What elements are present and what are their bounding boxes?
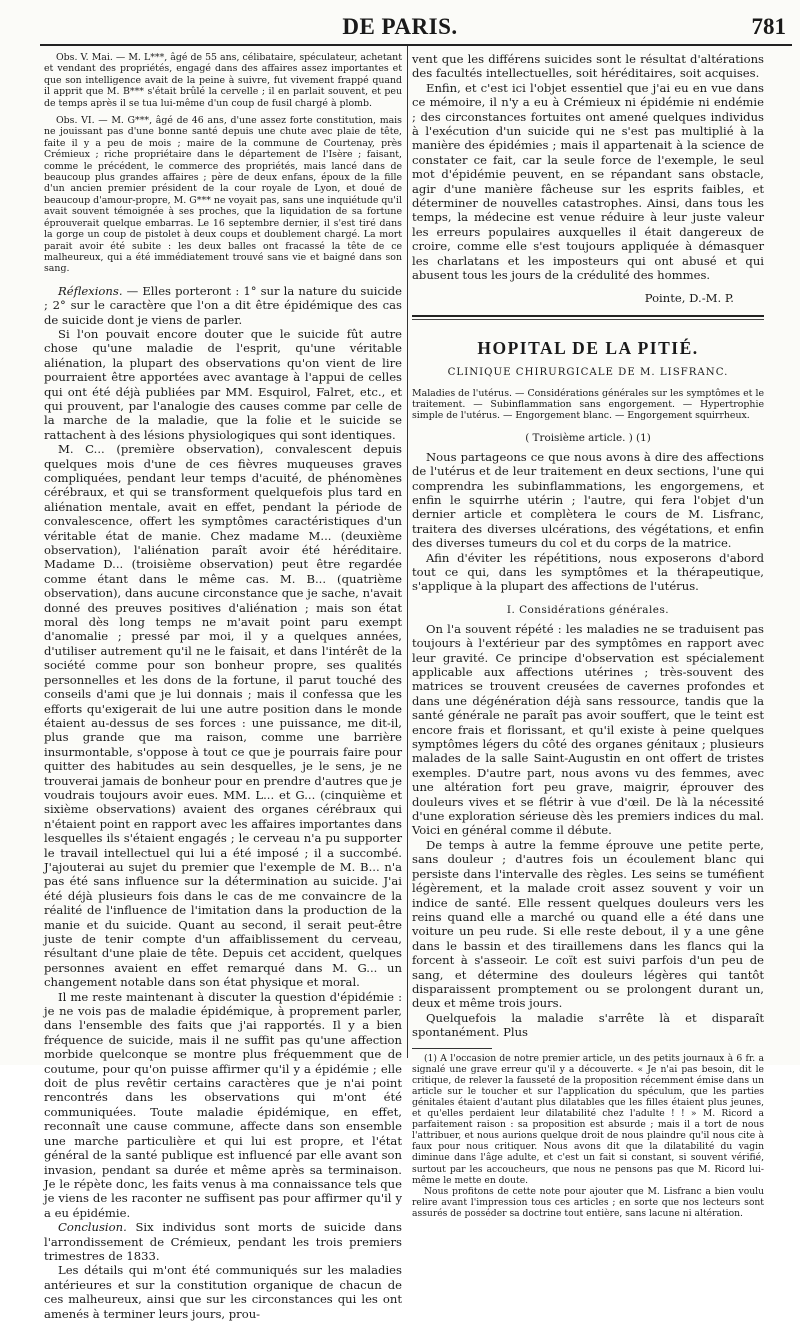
footnote: Nous profitons de cette note pour ajouter que M. Lisfranc a bien voulu relire avant l'impression tous ces articles ; en sorte que nos lecteurs sont assurés de posséder sa doctrine tout entière, sans lacune ni altération. [412,1185,764,1219]
observation-5: Obs. V. Mai. — M. L***, âgé de 55 ans, célibataire, spéculateur, achetant et vendant des propriétés, engagé dans des affaires assez importantes et que son intelligence avait de la peine à suivre, fut vivement frappé quand il apprit que M. B*** s'était brûlé la cervelle ; il en parlait souvent, et peu de temps après il se tua lui-même d'un coup de fusil chargé à plomb. [44,52,402,109]
observation-6: Obs. VI. — M. G***, âgé de 46 ans, d'une assez forte constitution, mais ne jouissant pas d'une bonne santé depuis une chute avec plaie de tête, faite il y a peu de mois ; maire de la commune de Courtenay, près Crémieux ; riche propriétaire dans le département de l'Isère ; faisant, comme le précédent, le commerce des propriétés, mais lancé dans de beaucoup plus grandes affaires ; père de deux enfans, époux de la fille d'un ancien premier président de la cour royale de Lyon, et doué de beaucoup d'amour-propre, M. G*** ne voyait pas, sans une inquiétude qu'il avait souvent témoignée à ses proches, que la liquidation de sa fortune éprouverait quelque embarras. Le 16 septembre dernier, il s'est tiré dans la gorge un coup de pistolet à deux coups et doublement chargé. La mort parait avoir été subite : les deux balles ont fracassé la tête de ce malheureux, qui a été immédiatement trouvé sans vie et baigné dans son sang. [44,115,402,275]
header-rule [40,44,792,46]
reflexions-paragraph [44,284,402,327]
section-rule-thin [412,319,764,320]
paragraph: Quelquefois la maladie s'arrête là et disparaît spontanément. Plus [412,1010,764,1040]
page-number: 781 [751,14,786,39]
running-title: DE PARIS. [342,14,458,39]
footnote: (1) A l'occasion de notre premier article, un des petits journaux à 6 fr. a signalé une grave erreur qu'il y a découverte. « Je n'ai pas besoin, dit le critique, de relever la fausseté de la proposition récemment émise dans un article sur le toucher et sur l'application du spéculum, que les parties génitales étaient d'autant plus dilatables que les filles étaient plus jeunes, et qu'elles perdaient leur dilatabilité chez l'adulte ! ! » M. Ricord a parfaitement raison : sa proposition est absurde ; mais il a tort de nous l'attribuer, et nous aurions quelque droit de nous plaindre qu'il nous cite à faux pour nous critiquer. Nous avons dit que la dilatabilité du vagin diminue dans l'âge adulte, et c'est un fait si constant, si souvent vérifié, surtout par les accoucheurs, que nous ne pensons pas que M. Ricord lui-même le mette en doute. [412,1052,764,1186]
paragraph: Si l'on pouvait encore douter que le suicide fût autre chose qu'une maladie de l'esprit, qu'une véritable aliénation, la plupart des observations qu'on vient de lire pourraient être apportées avec avantage à l'appui de celles qui ont été déjà publiées par MM. Esquirol, Falret, etc., et qui prouvent, par l'analogie des causes comme par celle de la marche de la maladie, que la folie et le suicide se rattachent à des lésions physiologiques qui sont identiques. [44,326,402,442]
column-divider [407,46,408,1058]
section-heading: I. Considérations générales. [506,603,670,616]
paragraph: Nous partageons ce que nous avons à dire des affections de l'utérus et de leur traitement en deux sections, l'une qui comprendra les subinflammations, les engorgemens, et enfin le squirrhe utérin ; l'autre, qui fera l'objet d'un dernier article et complètera le cours de M. Lisfranc, traitera des diverses ulcérations, des végétations, et enfin des diverses tumeurs du col et du corps de la matrice. [412,449,764,551]
conclusion-lead: Conclusion. [58,1220,127,1235]
reflexions-text: — Elles porteront : 1° sur la nature du suicide ; 2° sur le caractère que l'on a dit être épidémique des cas de suicide dont je viens de parler. [44,283,402,327]
paragraph: On l'a souvent répété : les maladies ne se traduisent pas toujours à l'extérieur par des symptômes en rapport avec leur gravité. Ce principe d'observation est spécialement applicable aux affections utérines ; très-souvent des matrices se trouvent creusées de cavernes profondes et dans une dégénération déjà sans ressource, tandis que la santé générale ne paraît pas avoir souffert, que le teint est encore frais et florissant, et qu'il existe à peine quelques symptômes légers du côté des organes génitaux ; plusieurs malades de la salle Saint-Augustin en ont offert de tristes exemples. D'autre part, nous avons vu des femmes, avec une altération fort peu grave, maigrir, éprouver des douleurs vives et se flétrir à vue d'œil. De là la nécessité d'une exploration sérieuse dès les premiers indices du mal. Voici en général comme il débute. [412,621,764,838]
section-rule [412,315,764,317]
paragraph: Il me reste maintenant à discuter la question d'épidémie : je ne vois pas de maladie épidémique, à proprement parler, dans l'ensemble des faits que j'ai rapportés. Il y a bien fréquence de suicide, mais il ne suffit pas qu'une affection morbide quelconque se montre plus fréquemment que de coutume, pour qu'on puisse affirmer qu'il y a épidémie ; elle doit de plus revêtir certains caractères que je n'ai point rencontrés dans les observations qui m'ont été communiquées. Toute maladie épidémique, en effet, reconnaît une cause commune, affecte dans son ensemble une marche particulière et qui lui est propre, et l'état général de la santé publique est influencé par elle avant son invasion, pendant sa durée et même après sa terminaison. Je le répète donc, les faits venus à ma connaissance tels que je viens de les raconter ne suffisent pas pour affirmer qu'il y a eu épidémie. [44,989,402,1220]
hospital-heading: HOPITAL DE LA PITIÉ. [477,337,699,358]
footnote-rule [412,1048,492,1049]
article-summary: Maladies de l'utérus. — Considérations générales sur les symptômes et le traitement. — Subinflammation sans engorgement. — Hypertrophie simple de l'utérus. — Engorgement blanc. — Engorgement squirrheux. [412,387,764,422]
clinic-subheading: CLINIQUE CHIRURGICALE DE M. LISFRANC. [447,366,729,378]
left-column [44,52,403,1321]
page-header [0,0,800,46]
paragraph: Les détails qui m'ont été communiqués sur les maladies antérieures et sur la constitution organique de chacun de ces malheureux, ainsi que sur les circonstances qui les ont amenés à terminer leurs jours, prou- [44,1263,402,1321]
reflexions-lead: Réflexions. [58,283,123,298]
paragraph: De temps à autre la femme éprouve une petite perte, sans douleur ; d'autres fois un écoulement blanc qui persiste dans l'intervalle des règles. Les seins se tuméfient légèrement, et la malade croit assez souvent y voir un indice de santé. Elle ressent quelques douleurs vers les reins quand elle a marché ou quand elle a été dans une voiture un peu rude. Si elle reste debout, il y a une gêne dans le bassin et des tiraillemens dans les flancs qui la forcent à s'asseoir. Le coït est suivi parfois d'un peu de sang, et détermine des douleurs légères qui tantôt disparaissent promptement ou se prolongent durant un, deux et même trois jours. [412,837,764,1011]
author-signature: Pointe, D.-M. P. [644,290,734,305]
right-column [412,52,764,1219]
continued-paragraph: vent que les différens suicides sont le résultat d'altérations des facultés intellectuelles, soit héréditaires, soit acquises. [412,52,764,81]
conclusion-text: Six individus sont morts de suicide dans l'arrondissement de Crémieux, pendant les trois premiers trimestres de 1833. [44,1220,402,1263]
article-number: ( Troisième article. ) (1) [525,431,651,444]
conclusion-paragraph [44,1220,402,1263]
paragraph: Afin d'éviter les répétitions, nous exposerons d'abord tout ce qui, dans les symptômes et la thérapeutique, s'applique à la plupart des affections de l'utérus. [412,550,764,594]
paragraph: M. C... (première observation), convalescent depuis quelques mois d'une de ces fièvres muqueuses graves compliquées, pendant leur temps d'acuité, de phénomènes cérébraux, et qui se transforment quelquefois plus tard en aliénation mentale, avait en effet, pendant la période de convalescence, offert les symptômes caractéristiques d'un véritable état de manie. Chez madame M... (deuxième observation), l'aliénation paraît avoir été héréditaire. Madame D... (troisième observation) peut être regardée comme étant dans le même cas. M. B... (quatrième observation), dans aucune circonstance que je sache, n'avait donné des preuves positives d'aliénation ; mais son état moral dès long temps ne m'avait point paru exempt d'anomalie ; pressé par moi, il y a quelques années, d'utiliser autrement qu'il ne le faisait, et dans l'intérêt de la société comme pour son bonheur propre, ses qualités personnelles et les dons de la fortune, il parut touché des conseils d'ami que je lui donnais ; mais il confessa que les efforts qu'exigerait de lui une autre position dans le monde étaient au-dessus de ses forces : une puissance, me dit-il, plus grande que ma raison, comme une barrière insurmontable, s'oppose à tout ce que je pourrais faire pour quitter des habitudes au sein desquelles, je le sens, je ne trouverai jamais de bonheur pour en prendre d'autres que je voudrais toujours avoir eues. MM. L... et G... (cinquième et sixième observations) avaient des organes cérébraux qui n'étaient point en rapport avec les affaires importantes dans lesquelles ils s'étaient engagés ; le cerveau n'a pu supporter le travail intellectuel qui lui a été imposé ; il a succombé. J'ajouterai au sujet du premier que l'exemple de M. B... n'a pas été sans influence sur la détermination au suicide. J'ai été déjà plusieurs fois dans le cas de me convaincre de la réalité de l'influence de l'imitation dans la production de la manie et du suicide. Quant au second, il serait peut-être juste de tenir compte d'un affaiblissement du cerveau, résultant d'une plaie de tête. Depuis cet accident, quelques personnes avaient en effet remarqué dans M. G... un changement notable dans son état physique et moral. [44,442,403,990]
paragraph: Enfin, et c'est ici l'objet essentiel que j'ai eu en vue dans ce mémoire, il n'y a eu à Crémieux ni épidémie ni endémie ; des circonstances fortuites ont amené quelques individus à l'exécution d'un suicide qui ne s'est pas multiplié à la manière des épidémies ; mais il appartenait à la science de constater ce fait, car la seule force de l'exemple, le seul mot d'épidémie peuvent, en se répandant sans obstacle, agir d'une manière fâcheuse sur les esprits faibles, et déterminer de nouvelles catastrophes. Ainsi, dans tous les temps, la médecine est venue réduire à leur juste valeur les erreurs populaires auxquelles il était dangereux de croire, comme elle s'est toujours appliquée à démasquer les charlatans et les imposteurs qui ont abusé et qui abusent tous les jours de la crédulité des hommes. [412,80,764,283]
